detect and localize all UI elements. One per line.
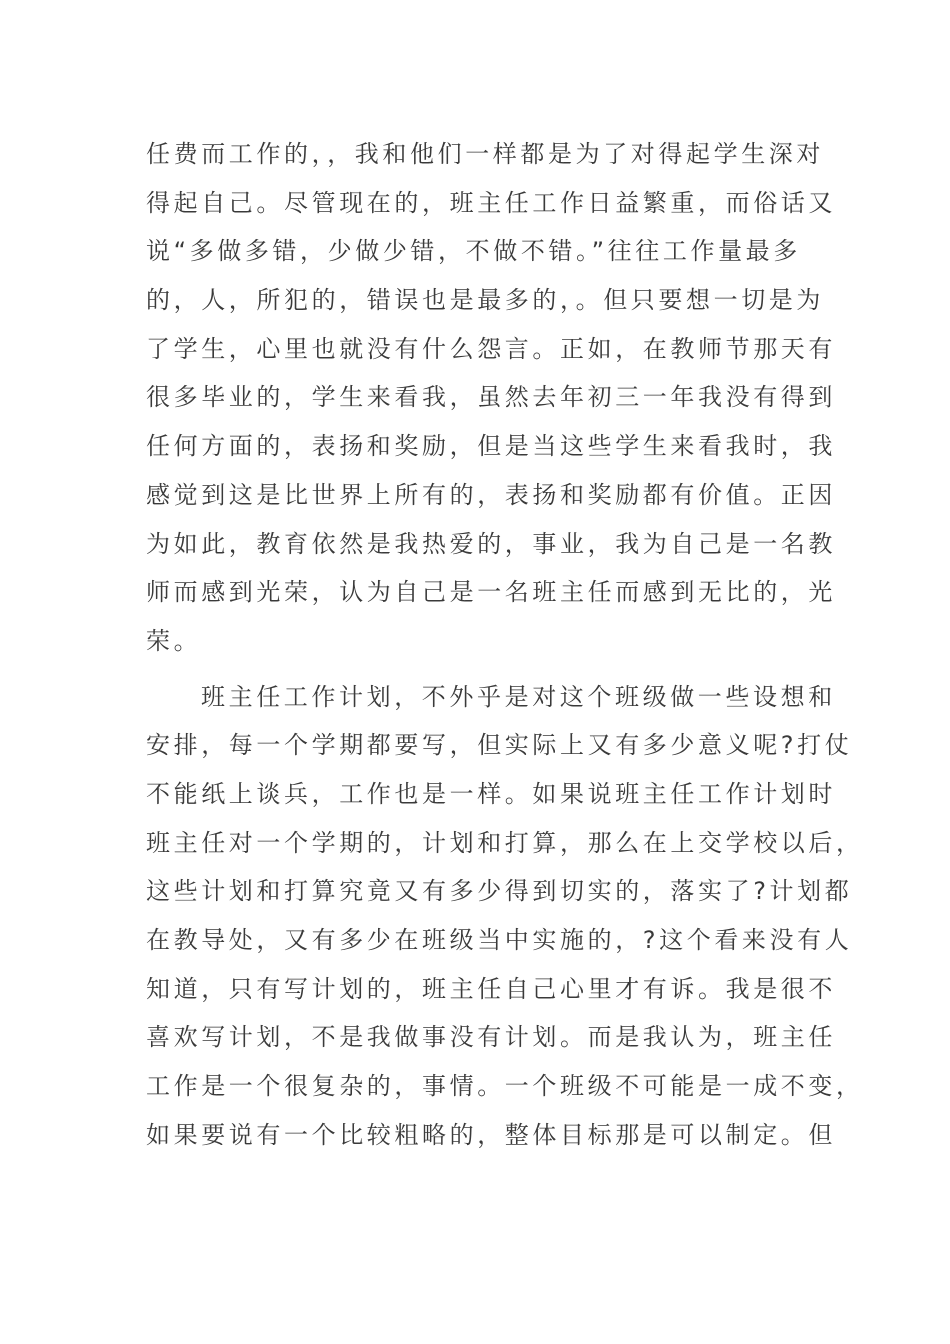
paragraph-2 (146, 673, 864, 1160)
text-line: 师而感到光荣，认为自己是一名班主任而感到无比的，光 (146, 578, 836, 607)
text-line: 班主任对一个学期的，计划和打算，那么在上交学校以后， (146, 828, 864, 857)
text-line: 喜欢写计划，不是我做事没有计划。而是我认为，班主任 (146, 1023, 836, 1052)
text-line: 得起自己。尽管现在的，班主任工作日益繁重，而俗话又 (146, 188, 836, 217)
text-line: 如果要说有一个比较粗略的，整体目标那是可以制定。但 (146, 1120, 836, 1149)
text-line: 在教导处，又有多少在班级当中实施的，?这个看来没有人 (146, 926, 853, 954)
text-line: 知道，只有写计划的，班主任自己心里才有诉。我是很不 (146, 974, 836, 1003)
text-line: 说“多做多错，少做少错，不做不错。”往往工作量最多 (146, 237, 801, 266)
text-line: 了学生，心里也就没有什么怨言。正如，在教师节那天有 (146, 334, 836, 363)
text-line: 安排，每一个学期都要写，但实际上又有多少意义呢?打仗 (146, 731, 853, 760)
text-line: 任何方面的，表扬和奖励，但是当这些学生来看我时，我 (146, 432, 836, 461)
text-line: 荣。 (146, 626, 202, 655)
document-body (146, 130, 864, 1159)
paragraph-spacer (146, 666, 790, 673)
text-line: 不能纸上谈兵，工作也是一样。如果说班主任工作计划时 (146, 779, 836, 808)
text-line: 班主任工作计划，不外乎是对这个班级做一些设想和 (201, 682, 836, 711)
text-line: 的，人，所犯的，错误也是最多的，。但只要想一切是为 (146, 286, 824, 315)
text-line: 很多毕业的，学生来看我，虽然去年初三一年我没有得到 (146, 383, 836, 412)
text-line: 感觉到这是比世界上所有的，表扬和奖励都有价值。正因 (146, 480, 836, 509)
text-line: 任费而工作的，，我和他们一样都是为了对得起学生深对 (146, 140, 824, 168)
paragraph-1 (146, 130, 836, 666)
text-line: 为如此，教育依然是我热爱的，事业，我为自己是一名教 (146, 529, 836, 558)
text-line: 工作是一个很复杂的，事情。一个班级不可能是一成不变， (146, 1072, 864, 1101)
text-line: 这些计划和打算究竟又有多少得到切实的，落实了?计划都 (146, 877, 853, 906)
